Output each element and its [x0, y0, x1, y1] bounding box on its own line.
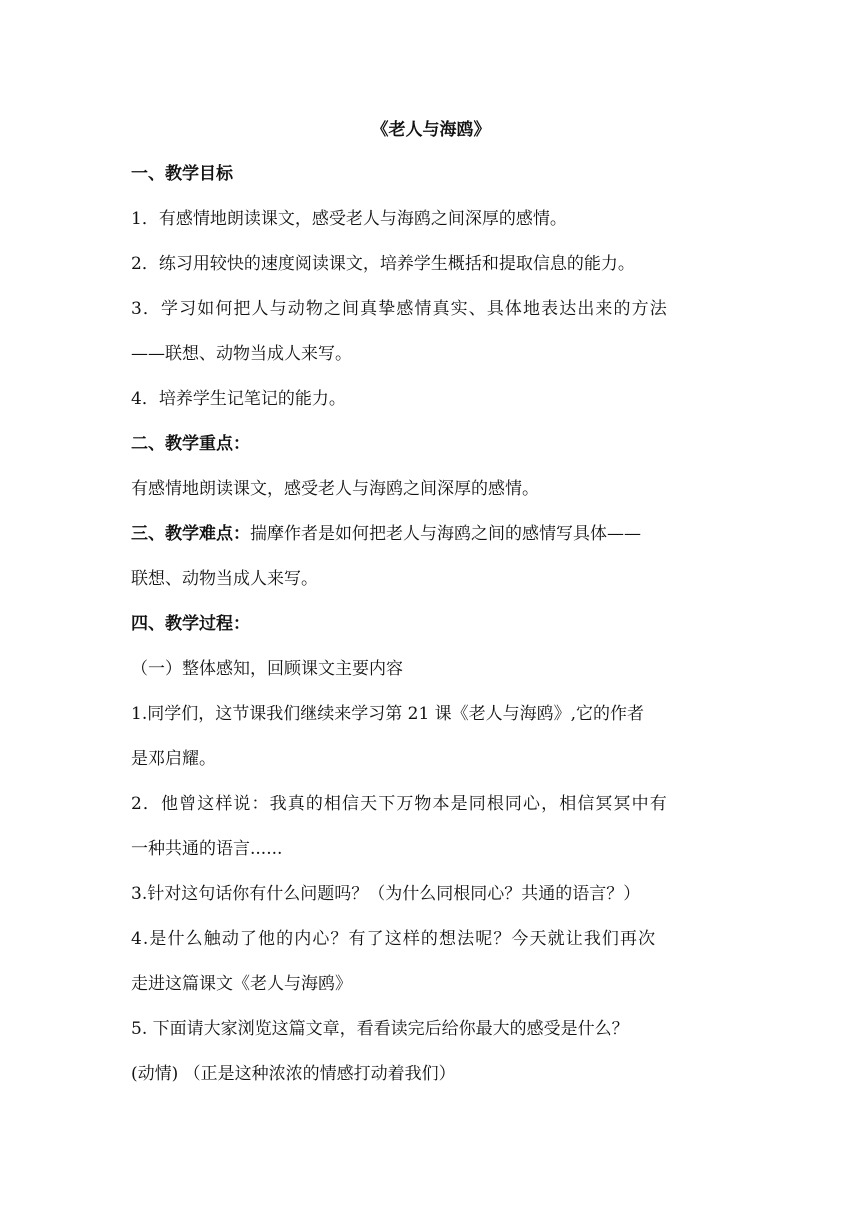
objective-item-2: 2．练习用较快的速度阅读课文，培养学生概括和提取信息的能力。	[131, 254, 635, 274]
process-line-1-continued: 是邓启耀。	[131, 749, 216, 769]
section-heading-objectives: 一、教学目标	[131, 164, 233, 184]
objective-item-1: 1．有感情地朗读课文，感受老人与海鸥之间深厚的感情。	[131, 209, 567, 229]
process-line-5: 5. 下面请大家浏览这篇文章，看看读完后给你最大的感受是什么？	[131, 1019, 629, 1039]
difficulties-text-continued: 联想、动物当成人来写。	[131, 569, 318, 589]
difficulties-text: 揣摩作者是如何把老人与海鸥之间的感情写具体——	[250, 524, 641, 544]
document-title: 《老人与海鸥》	[371, 120, 491, 140]
section-heading-difficulties: 三、教学难点：	[131, 524, 250, 544]
process-line-5-continued: (动情) （正是这种浓浓的情感打动着我们）	[131, 1064, 456, 1084]
process-line-4-continued: 走进这篇课文《老人与海鸥》	[131, 974, 352, 994]
key-points-text: 有感情地朗读课文，感受老人与海鸥之间深厚的感情。	[131, 479, 539, 499]
process-subheading: （一）整体感知，回顾课文主要内容	[131, 659, 403, 679]
process-line-2: 2．他曾这样说：我真的相信天下万物本是同根同心，相信冥冥中有	[131, 794, 668, 814]
process-line-3: 3.针对这句话你有什么问题吗？（为什么同根同心？共通的语言？）	[131, 884, 641, 904]
section-heading-process: 四、教学过程：	[131, 614, 250, 634]
section-heading-key-points: 二、教学重点：	[131, 434, 250, 454]
difficulties-line	[131, 512, 731, 557]
process-line-2-continued: 一种共通的语言......	[131, 839, 283, 859]
process-line-4: 4.是什么触动了他的内心？有了这样的想法呢？今天就让我们再次	[131, 929, 657, 949]
objective-item-3-continued: ——联想、动物当成人来写。	[131, 344, 352, 364]
process-line-1: 1.同学们，这节课我们继续来学习第 21 课《老人与海鸥》,它的作者	[131, 704, 645, 724]
objective-item-3: 3．学习如何把人与动物之间真挚感情真实、具体地表达出来的方法	[131, 299, 668, 319]
objective-item-4: 4．培养学生记笔记的能力。	[131, 389, 346, 409]
document-page	[131, 110, 731, 1097]
